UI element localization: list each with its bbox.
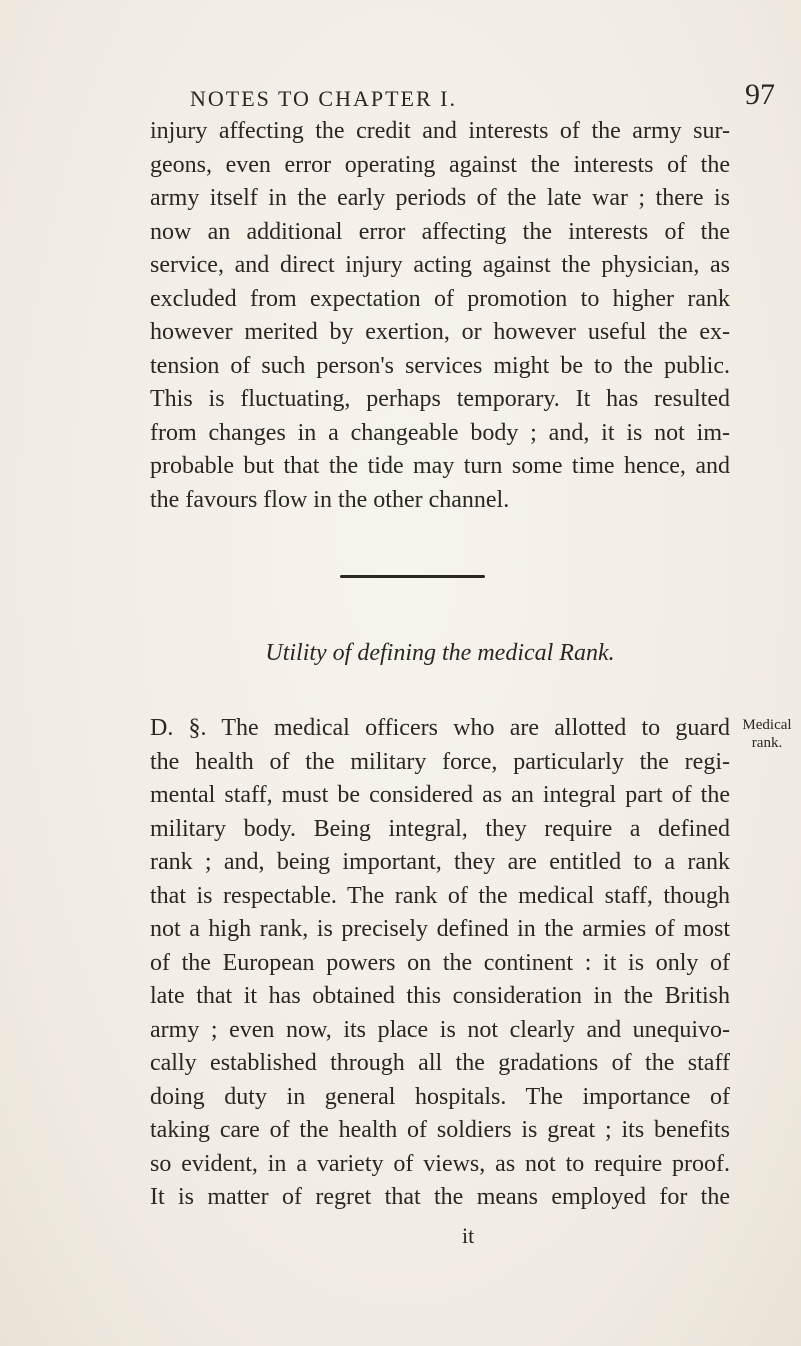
text-line: service, and direct injury acting against the physician, as bbox=[150, 252, 730, 278]
text-line: of the European powers on the continent : it is only of bbox=[150, 949, 730, 976]
text-line: doing duty in general hospitals. The importance of bbox=[150, 1083, 730, 1110]
page-number: 97 bbox=[745, 78, 775, 111]
text-line: military body. Being integral, they require a defined bbox=[150, 815, 730, 842]
text-line: rank ; and, being important, they are entitled to a rank bbox=[150, 849, 730, 875]
text-line: excluded from expectation of promotion to higher rank bbox=[150, 285, 730, 312]
text-line: taking care of the health of soldiers is great ; its benefits bbox=[150, 1117, 730, 1143]
text-line: It is matter of regret that the means employed for the bbox=[150, 1184, 730, 1210]
text-line: from changes in a changeable body ; and, it is not im- bbox=[150, 419, 730, 446]
text-line: injury affecting the credit and interests of the army sur- bbox=[150, 118, 730, 144]
paragraph-continuation bbox=[150, 115, 730, 517]
text-line: army ; even now, its place is not clearly and unequivo- bbox=[150, 1016, 730, 1043]
text-line: the health of the military force, particularly the regi- bbox=[150, 748, 730, 775]
text-line: D. §. The medical officers who are allotted to guard bbox=[150, 715, 730, 741]
margin-note-line: rank. bbox=[751, 735, 783, 751]
text-line: late that it has obtained this consideration in the British bbox=[150, 983, 730, 1009]
text-line: now an additional error affecting the interests of the bbox=[150, 218, 730, 245]
margin-note bbox=[737, 716, 797, 752]
text-line: mental staff, must be considered as an integral part of the bbox=[150, 782, 730, 808]
text-line: that is respectable. The rank of the medical staff, though bbox=[150, 882, 730, 909]
text-line: army itself in the early periods of the late war ; there is bbox=[150, 185, 730, 211]
section-title: Utility of defining the medical Rank. bbox=[265, 640, 615, 666]
margin-note-line: Medical bbox=[742, 717, 792, 733]
text-line: geons, even error operating against the interests of the bbox=[150, 151, 730, 178]
text-line: probable but that the tide may turn some time hence, and bbox=[150, 453, 730, 479]
paragraph-section-d bbox=[150, 712, 730, 1215]
running-head: NOTES TO CHAPTER I. bbox=[190, 86, 457, 111]
section-divider bbox=[340, 575, 485, 578]
text-line: so evident, in a variety of views, as not to require proof. bbox=[150, 1150, 730, 1177]
catchword: it bbox=[462, 1223, 475, 1248]
text-line: cally established through all the gradations of the staff bbox=[150, 1050, 730, 1076]
text-line: not a high rank, is precisely defined in the armies of most bbox=[150, 916, 730, 942]
text-line: the favours flow in the other channel. bbox=[150, 486, 510, 513]
text-line: This is fluctuating, perhaps temporary. It has resulted bbox=[150, 386, 730, 412]
text-line: however merited by exertion, or however useful the ex- bbox=[150, 319, 730, 345]
text-line: tension of such person's services might be to the public. bbox=[150, 352, 730, 379]
